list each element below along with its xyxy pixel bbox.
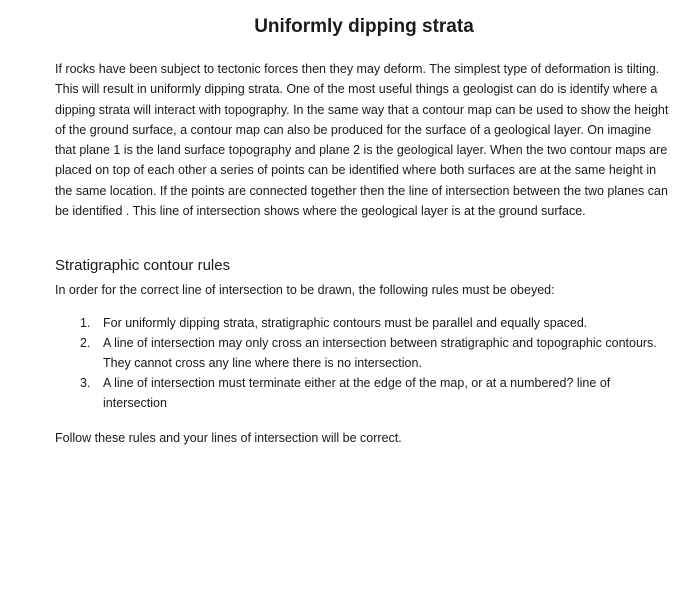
closing-text: Follow these rules and your lines of intersection will be correct. <box>55 431 402 445</box>
page-title: Uniformly dipping strata <box>254 16 474 37</box>
rule-text: A line of intersection must terminate either at the edge of the map, or at a numbered? line of intersection <box>103 376 611 410</box>
rules-lead-text: In order for the correct line of intersection to be drawn, the following rules must be obeyed: <box>55 283 555 297</box>
rule-item <box>80 373 660 413</box>
rule-number: 1. <box>80 316 91 330</box>
rule-number: 2. <box>80 336 91 350</box>
rule-text: For uniformly dipping strata, stratigraphic contours must be parallel and equally spaced. <box>103 316 588 330</box>
rule-number: 3. <box>80 376 91 390</box>
intro-paragraph: If rocks have been subject to tectonic forces then they may deform. The simplest type of deformation is tilting. This will result in uniformly dipping strata. One of the most useful things a geologist can do is identify where a dipping strata will interact with topography. In the same way that a contour map can be used to show the height of the ground surface, a contour map can also be produced for the surface of a geological layer. On imagine that plane 1 is the land surface topography and plane 2 is the geological layer. When the two contour maps are placed on top of each other a series of points can be identified where both surfaces are at the same height in the same location. If the points are connected together then the line of intersection between the two planes can be identified . This line of intersection shows where the geological layer is at the ground surface. <box>55 62 669 219</box>
rule-text: A line of intersection may only cross an intersection between stratigraphic and topographic contours. They cannot cross any line where there is no intersection. <box>103 336 657 370</box>
section-heading: Stratigraphic contour rules <box>55 257 231 274</box>
rules-list <box>80 313 660 413</box>
rule-item <box>80 313 660 333</box>
rule-item <box>80 333 660 373</box>
